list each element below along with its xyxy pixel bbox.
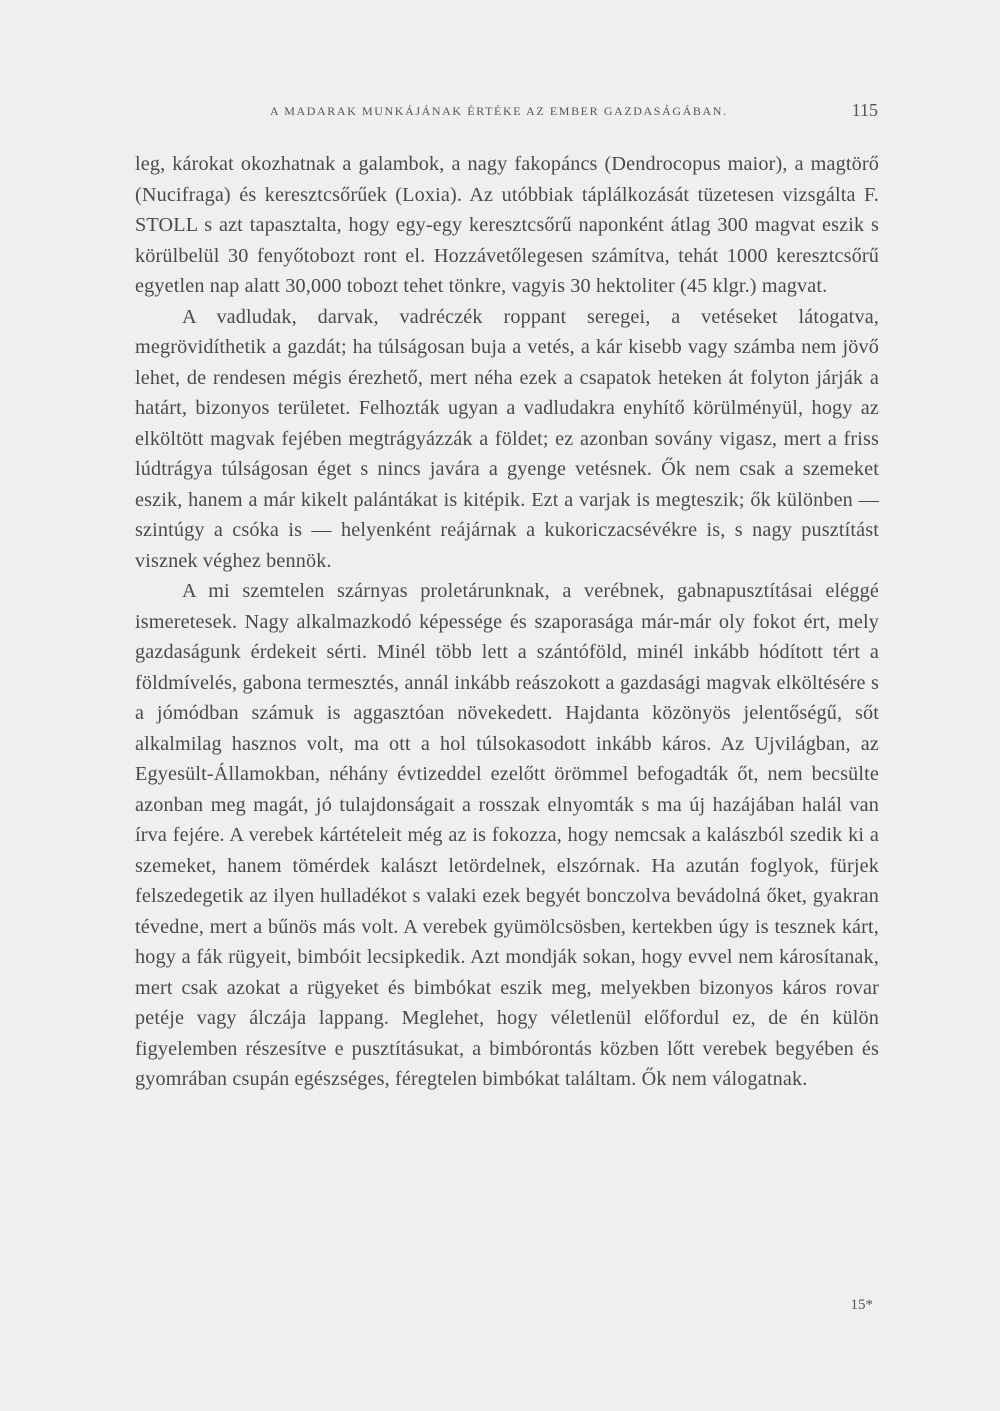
signature-mark: 15*: [850, 1297, 873, 1313]
body-text: [135, 149, 879, 1095]
paragraph-2: A vadludak, darvak, vadréczék roppant seregei, a vetéseket látogatva, megrövidíthetik a gazdát; ha túlságosan buja a vetés, a kár kisebb vagy számba nem jövő lehet, de rendesen mégis érezhető, mert néha ezek a csapatok heteken át folyton járják a határt, bizonyos területet. Felhozták ugyan a vadludakra enyhítő körülményül, hogy az elköltött magvak fejében megtrágyázzák a földet; ez azonban sovány vigasz, mert a friss lúdtrágya túlságosan éget s nincs javára a gyenge vetésnek. Ők nem csak a szemeket eszik, hanem a már kikelt palántákat is kitépik. Ezt a varjak is megteszik; ők különben — szintúgy a csóka is — helyenként reájárnak a kukoriczacsévékre is, s nagy pusztítást visznek véghez bennök.: [135, 305, 879, 572]
paragraph-3: A mi szemtelen szárnyas proletárunknak, a verébnek, gabnapusztításai eléggé ismeretesek. Nagy alkalmazkodó képessége és szaporasága már-már oly fokot ért, mely gazdaságunk érdekeit sérti. Minél több lett a szántóföld, minél inkább hódított tért a földmívelés, gabona termesztés, annál inkább reászokott a gazdasági magvak elköltésére s a jómódban számuk is aggasztóan növekedett. Hajdanta közönyös jelentőségű, sőt alkalmilag hasznos volt, ma ott a hol túlsokasodott inkább káros. Az Ujvilágban, az Egyesült-Államokban, néhány évtizeddel ezelőtt örömmel befogadták őt, nem becsülte azonban meg magát, jó tulajdonságait a rosszak elnyomták s ma új hazájában halál van írva fejére. A verebek kártételeit még az is fokozza, hogy nemcsak a kalászból szedik ki a szemeket, hanem tömérdek kalászt letördelnek, elszórnak. Ha azután foglyok, fürjek felszedegetik az ilyen hulladékot s valaki ezek begyét bonczolva bevádolná őket, gyakran tévedne, mert a bűnös más volt. A verebek gyümölcsösben, kertekben úgy is tesznek kárt, hogy a fák rügyeit, bimbóit lecsipkedik. Azt mondják sokan, hogy evvel nem károsítanak, mert csak azokat a rügyeket és bimbókat eszik meg, melyekben bizonyos káros rovar petéje vagy álczája lappang. Meglehet, hogy véletlenül előfordul ez, de én külön figyelemben részesítve e pusztításukat, a bimbórontás közben lőtt verebek begyében és gyomrában csupán egészséges, féregtelen bimbókat találtam. Ők nem válogatnak.: [135, 580, 879, 1090]
page-number: 115: [851, 100, 878, 120]
paragraph-1: leg, károkat okozhatnak a galambok, a nagy fakopáncs (Dendrocopus maior), a magtörő (Nucifraga) és keresztcsőrűek (Loxia). Az utóbbiak táplálkozását tüzetesen vizsgálta F. STOLL s azt tapasztalta, hogy egy-egy keresztcsőrű naponként átlag 300 magvat eszik s körülbelül 30 fenyőtobozt ront el. Hozzávetőlegesen számítva, tehát 1000 keresztcsőrű egyetlen nap alatt 30,000 tobozt tehet tönkre, vagyis 30 hektoliter (45 klgr.) magvat.: [135, 153, 879, 297]
running-title: A MADARAK MUNKÁJÁNAK ÉRTÉKE AZ EMBER GAZDASÁGÁBAN.: [270, 104, 728, 118]
